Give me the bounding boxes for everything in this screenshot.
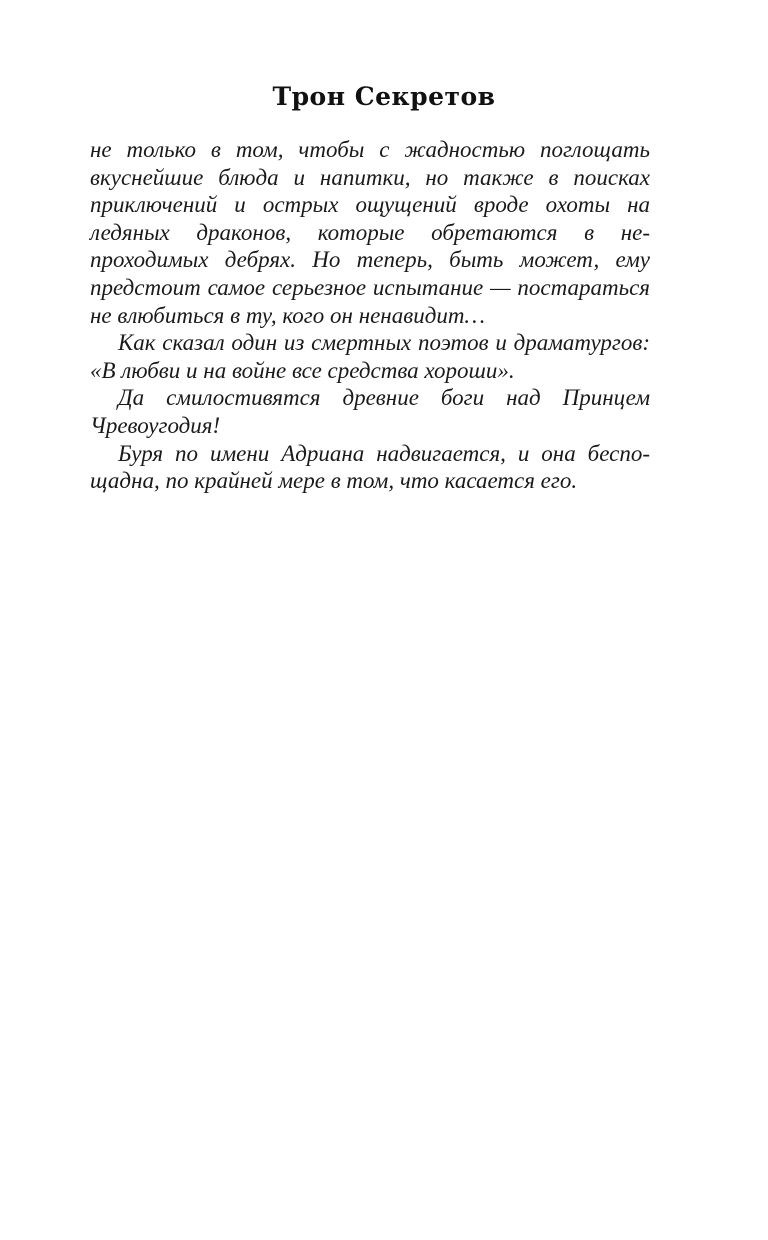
paragraph-storm: Буря по имени Адриана надвигается, и она беспощадна, по крайней мере в том, что касается его. — [90, 440, 650, 494]
paragraph-quote: Как сказал один из смертных поэтов и драматургов: «В любви и на войне все средства хороши». — [90, 330, 650, 383]
body-text — [90, 136, 650, 495]
running-title: Трон Секретов — [272, 82, 496, 111]
paragraph-continuation: не только в том, чтобы с жадностью поглощать вкуснейшие блюда и напитки, но также в поисках приключений и острых ощущений вроде охоты на ледяных драконов, которые обретаются в непроходимых дебрях. Но теперь, быть может, ему предстоит самое серьезное испытание — постараться не влюбиться в ту, кого он ненавидит… — [90, 137, 650, 328]
paragraph-prayer: Да смилостивятся древние боги над Принцем Чревоугодия! — [90, 385, 650, 438]
